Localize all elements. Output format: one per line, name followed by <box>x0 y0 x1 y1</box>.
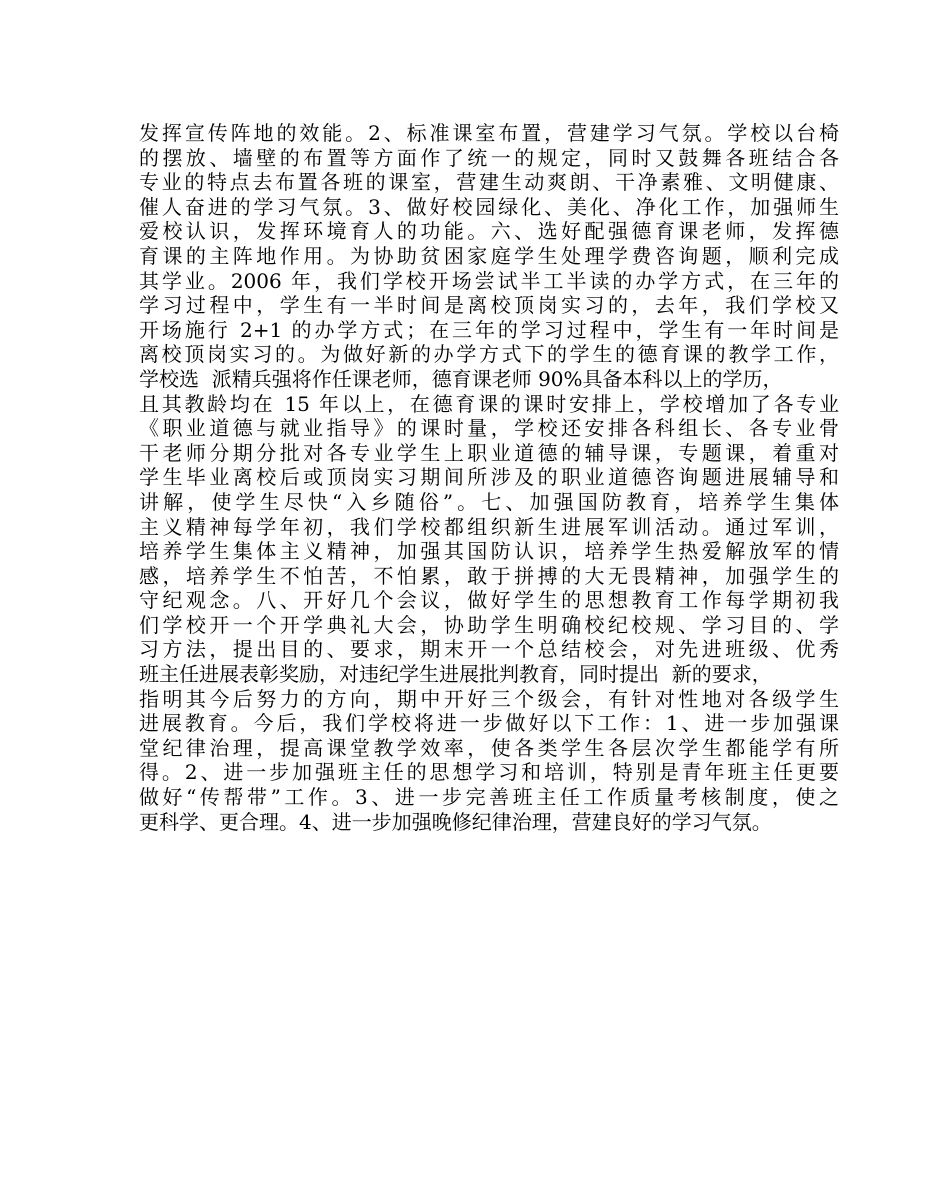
text-line-19: 感，培养学生不怕苦，不怕累，敢于拼搏的大无畏精神，加强学生的 <box>139 563 839 588</box>
text-line-11: 学校选 派精兵强将作任课老师，德育课老师 90%具备本科以上的学历， <box>139 366 783 391</box>
text-line-25: 进展教育。今后，我们学校将进一步做好以下工作：1、进一步加强课 <box>139 711 839 736</box>
text-line-8: 学习过程中，学生有一半时间是离校顶岗实习的，去年，我们学校又 <box>139 293 839 318</box>
text-line-29: 更科学、更合理。4、进一步加强晚修纪律治理，营建良好的学习气氛。 <box>139 809 772 834</box>
text-line-28: 做好“传帮带”工作。3、进一步完善班主任工作质量考核制度，使之 <box>139 785 839 810</box>
text-line-3: 专业的特点去布置各班的课室，营建生动爽朗、干净素雅、文明健康、 <box>139 170 839 195</box>
text-line-22: 习方法，提出目的、要求，期末开一个总结校会，对先进班级、优秀 <box>139 637 839 662</box>
body-text <box>139 121 839 834</box>
text-line-16: 讲解，使学生尽快“入乡随俗”。七、加强国防教育，培养学生集体 <box>139 489 839 514</box>
text-line-13: 《职业道德与就业指导》的课时量，学校还安排各科组长、各专业骨 <box>139 416 839 441</box>
text-line-21: 们学校开一个开学典礼大会，协助学生明确校纪校规、学习目的、学 <box>139 612 839 637</box>
text-line-12: 且其教龄均在 15 年以上，在德育课的课时安排上，学校增加了各专业 <box>139 391 839 416</box>
text-line-17: 主义精神每学年初，我们学校都组织新生进展军训活动。通过军训， <box>139 514 839 539</box>
text-line-18: 培养学生集体主义精神，加强其国防认识，培养学生热爱解放军的情 <box>139 539 839 564</box>
text-line-5: 爱校认识，发挥环境育人的功能。六、选好配强德育课老师，发挥德 <box>139 219 839 244</box>
text-line-23: 班主任进展表彰奖励，对违纪学生进展批判教育，同时提出 新的要求， <box>139 662 772 687</box>
text-line-6: 育课的主阵地作用。为协助贫困家庭学生处理学费咨询题，顺利完成 <box>139 243 839 268</box>
text-line-26: 堂纪律治理，提高课堂教学效率，使各类学生各层次学生都能学有所 <box>139 735 839 760</box>
text-line-15: 学生毕业离校后或顶岗实习期间所涉及的职业道德咨询题进展辅导和 <box>139 465 839 490</box>
text-line-10: 离校顶岗实习的。为做好新的办学方式下的学生的德育课的教学工作， <box>139 342 839 367</box>
text-line-27: 得。2、进一步加强班主任的思想学习和培训，特别是青年班主任更要 <box>139 760 839 785</box>
text-line-4: 催人奋进的学习气氛。3、做好校园绿化、美化、净化工作，加强师生 <box>139 194 839 219</box>
text-line-14: 干老师分期分批对各专业学生上职业道德的辅导课，专题课，着重对 <box>139 440 839 465</box>
text-line-9: 开场施行 2+1 的办学方式；在三年的学习过程中，学生有一年时间是 <box>139 317 839 342</box>
text-line-7: 其学业。2006 年，我们学校开场尝试半工半读的办学方式，在三年的 <box>139 268 839 293</box>
text-line-24: 指明其今后努力的方向，期中开好三个级会，有针对性地对各级学生 <box>139 686 839 711</box>
text-line-2: 的摆放、墙壁的布置等方面作了统一的规定，同时又鼓舞各班结合各 <box>139 145 839 170</box>
text-line-20: 守纪观念。八、开好几个会议，做好学生的思想教育工作每学期初我 <box>139 588 839 613</box>
text-line-1: 发挥宣传阵地的效能。2、标准课室布置，营建学习气氛。学校以台椅 <box>139 121 839 145</box>
